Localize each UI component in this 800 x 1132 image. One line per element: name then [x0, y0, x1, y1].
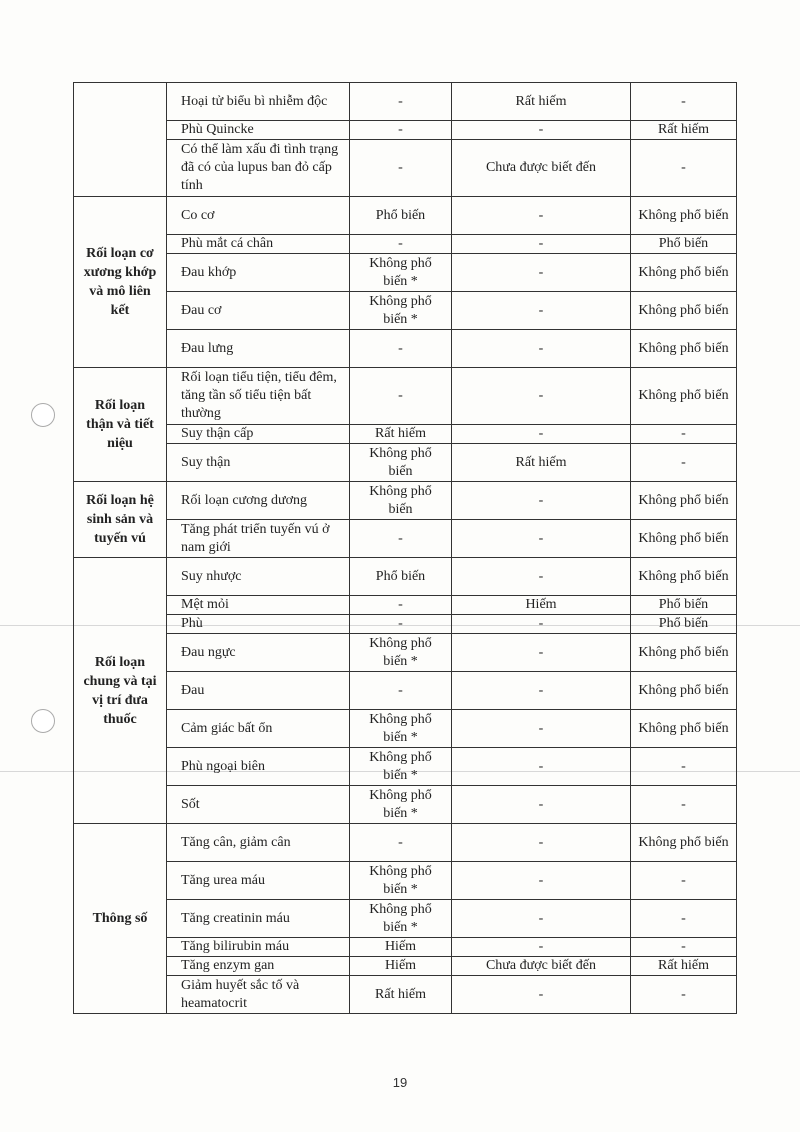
table-row: [74, 330, 737, 368]
frequency-cell: -: [350, 368, 452, 425]
frequency-cell: Chưa được biết đến: [452, 957, 631, 976]
table-row: [74, 140, 737, 197]
reaction-name-cell: Tăng enzym gan: [167, 957, 350, 976]
reaction-name-cell: Đau lưng: [167, 330, 350, 368]
frequency-cell: Phổ biến: [631, 596, 737, 615]
reaction-name-cell: Sốt: [167, 786, 350, 824]
group-name-cell: Rối loạn cơ xương khớp và mô liên kết: [74, 197, 167, 368]
table-row: [74, 596, 737, 615]
frequency-cell: Không phổ biến: [631, 520, 737, 558]
table-row: [74, 558, 737, 596]
frequency-cell: -: [452, 235, 631, 254]
frequency-cell: -: [452, 368, 631, 425]
frequency-cell: Không phổ biến *: [350, 748, 452, 786]
frequency-cell: -: [631, 862, 737, 900]
frequency-cell: -: [452, 330, 631, 368]
reaction-name-cell: Tăng urea máu: [167, 862, 350, 900]
frequency-cell: Không phổ biến *: [350, 292, 452, 330]
reaction-name-cell: Tăng creatinin máu: [167, 900, 350, 938]
frequency-cell: Không phổ biến: [631, 254, 737, 292]
group-name-cell: Rối loạn thận và tiết niệu: [74, 368, 167, 482]
reaction-name-cell: Cảm giác bất ổn: [167, 710, 350, 748]
frequency-cell: Không phổ biến: [631, 824, 737, 862]
frequency-cell: -: [631, 786, 737, 824]
frequency-cell: -: [350, 330, 452, 368]
table-row: [74, 824, 737, 862]
frequency-cell: -: [631, 938, 737, 957]
group-name-cell: Rối loạn hệ sinh sản và tuyến vú: [74, 482, 167, 558]
reaction-name-cell: Rối loạn cương dương: [167, 482, 350, 520]
frequency-cell: -: [452, 197, 631, 235]
table-row: [74, 634, 737, 672]
reaction-name-cell: Suy nhược: [167, 558, 350, 596]
frequency-cell: Rất hiếm: [631, 121, 737, 140]
reaction-name-cell: Tăng phát triển tuyến vú ở nam giới: [167, 520, 350, 558]
frequency-cell: -: [350, 824, 452, 862]
group-name-cell: Rối loạn chung và tại vị trí đưa thuốc: [74, 558, 167, 824]
frequency-cell: Không phổ biến: [631, 482, 737, 520]
table-row: [74, 615, 737, 634]
reaction-name-cell: Đau ngực: [167, 634, 350, 672]
frequency-cell: -: [350, 615, 452, 634]
table-row: [74, 786, 737, 824]
reaction-name-cell: Đau: [167, 672, 350, 710]
frequency-cell: Phổ biến: [350, 558, 452, 596]
frequency-cell: Không phổ biến *: [350, 254, 452, 292]
frequency-cell: Không phổ biến: [631, 197, 737, 235]
reaction-name-cell: Tăng bilirubin máu: [167, 938, 350, 957]
table-row: [74, 425, 737, 444]
frequency-cell: Rất hiếm: [350, 976, 452, 1014]
frequency-cell: -: [452, 786, 631, 824]
table-row: [74, 482, 737, 520]
table-row: [74, 976, 737, 1014]
frequency-cell: -: [631, 976, 737, 1014]
reaction-name-cell: Co cơ: [167, 197, 350, 235]
frequency-cell: -: [452, 862, 631, 900]
frequency-cell: -: [452, 254, 631, 292]
reaction-name-cell: Giảm huyết sắc tố và heamatocrit: [167, 976, 350, 1014]
table-row: [74, 83, 737, 121]
frequency-cell: -: [452, 121, 631, 140]
frequency-cell: Phổ biến: [631, 235, 737, 254]
frequency-cell: Không phổ biến: [631, 368, 737, 425]
frequency-cell: Phổ biến: [350, 197, 452, 235]
frequency-cell: Hiếm: [350, 957, 452, 976]
frequency-cell: Không phổ biến: [631, 558, 737, 596]
frequency-cell: Rất hiếm: [452, 83, 631, 121]
table-row: [74, 235, 737, 254]
frequency-cell: -: [350, 140, 452, 197]
frequency-cell: -: [452, 425, 631, 444]
frequency-cell: Rất hiếm: [452, 444, 631, 482]
frequency-cell: Không phổ biến *: [350, 710, 452, 748]
frequency-cell: Không phổ biến *: [350, 900, 452, 938]
frequency-cell: -: [452, 482, 631, 520]
frequency-cell: -: [350, 121, 452, 140]
reaction-name-cell: Suy thận cấp: [167, 425, 350, 444]
frequency-cell: -: [452, 292, 631, 330]
reaction-name-cell: Phù ngoại biên: [167, 748, 350, 786]
table-row: [74, 292, 737, 330]
punch-hole: [31, 709, 55, 733]
frequency-cell: -: [631, 748, 737, 786]
reaction-name-cell: Phù mắt cá chân: [167, 235, 350, 254]
frequency-cell: Không phổ biến: [350, 482, 452, 520]
table-row: [74, 254, 737, 292]
page-number: 19: [392, 1075, 408, 1090]
punch-hole: [31, 403, 55, 427]
frequency-cell: Không phổ biến *: [350, 786, 452, 824]
frequency-cell: -: [452, 615, 631, 634]
frequency-cell: Rất hiếm: [350, 425, 452, 444]
frequency-cell: Không phổ biến: [631, 292, 737, 330]
frequency-cell: -: [350, 235, 452, 254]
frequency-cell: -: [452, 938, 631, 957]
table-row: [74, 900, 737, 938]
frequency-cell: Hiếm: [350, 938, 452, 957]
frequency-cell: -: [452, 748, 631, 786]
frequency-cell: -: [452, 520, 631, 558]
table-row: [74, 520, 737, 558]
reaction-name-cell: Phù Quincke: [167, 121, 350, 140]
reaction-name-cell: Suy thận: [167, 444, 350, 482]
reaction-name-cell: Rối loạn tiểu tiện, tiểu đêm, tăng tần số tiểu tiện bất thường: [167, 368, 350, 425]
frequency-cell: -: [631, 900, 737, 938]
group-name-cell: Thông số: [74, 824, 167, 1014]
frequency-cell: -: [452, 672, 631, 710]
table-row: [74, 121, 737, 140]
table-row: [74, 862, 737, 900]
reaction-name-cell: Đau khớp: [167, 254, 350, 292]
frequency-cell: -: [350, 83, 452, 121]
frequency-cell: Phổ biến: [631, 615, 737, 634]
reaction-name-cell: Phù: [167, 615, 350, 634]
frequency-cell: -: [631, 425, 737, 444]
frequency-cell: -: [350, 520, 452, 558]
table-row: [74, 748, 737, 786]
frequency-cell: -: [452, 824, 631, 862]
table-row: [74, 368, 737, 425]
frequency-cell: -: [350, 672, 452, 710]
frequency-cell: Không phổ biến: [631, 330, 737, 368]
frequency-cell: -: [631, 83, 737, 121]
frequency-cell: Không phổ biến: [631, 672, 737, 710]
frequency-cell: Không phổ biến *: [350, 634, 452, 672]
frequency-cell: -: [631, 140, 737, 197]
table-row: [74, 957, 737, 976]
reaction-name-cell: Đau cơ: [167, 292, 350, 330]
frequency-cell: -: [452, 634, 631, 672]
table-row: [74, 444, 737, 482]
group-name-cell: [74, 83, 167, 197]
table-row: [74, 197, 737, 235]
reaction-name-cell: Tăng cân, giảm cân: [167, 824, 350, 862]
table-row: [74, 938, 737, 957]
frequency-cell: -: [631, 444, 737, 482]
table-row: [74, 672, 737, 710]
frequency-cell: Không phổ biến: [631, 634, 737, 672]
reaction-name-cell: Hoại tử biểu bì nhiễm độc: [167, 83, 350, 121]
reaction-name-cell: Mệt mỏi: [167, 596, 350, 615]
frequency-cell: Hiếm: [452, 596, 631, 615]
frequency-cell: Chưa được biết đến: [452, 140, 631, 197]
table-body: [74, 83, 737, 1014]
frequency-cell: -: [452, 900, 631, 938]
frequency-cell: -: [350, 596, 452, 615]
frequency-cell: -: [452, 976, 631, 1014]
frequency-cell: Không phổ biến *: [350, 862, 452, 900]
table-row: [74, 710, 737, 748]
frequency-cell: Rất hiếm: [631, 957, 737, 976]
frequency-cell: Không phổ biến: [350, 444, 452, 482]
adverse-reactions-table: [73, 82, 737, 1014]
frequency-cell: Không phổ biến: [631, 710, 737, 748]
frequency-cell: -: [452, 710, 631, 748]
reaction-name-cell: Có thể làm xấu đi tình trạng đã có của lupus ban đỏ cấp tính: [167, 140, 350, 197]
frequency-cell: -: [452, 558, 631, 596]
